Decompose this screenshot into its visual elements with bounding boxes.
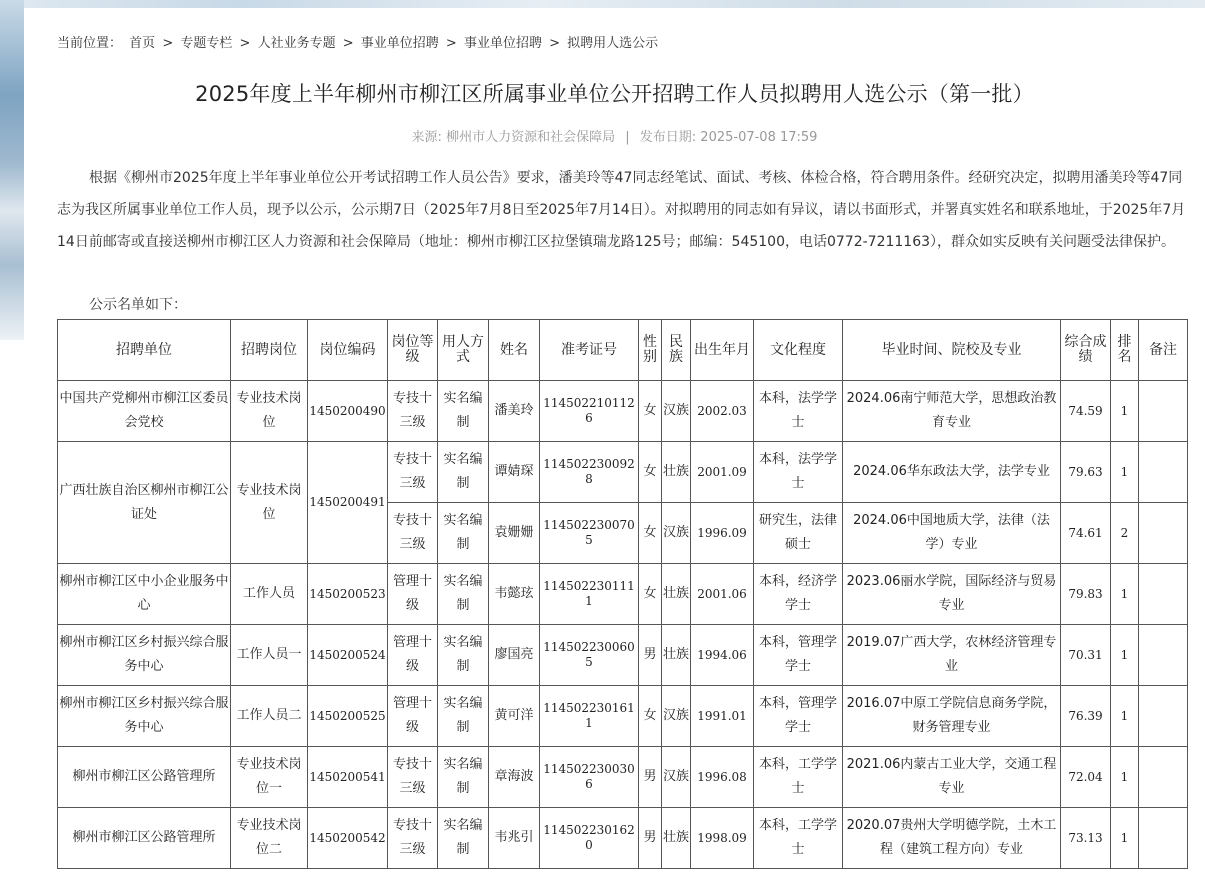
breadcrumb-link-announcement[interactable]: 拟聘用人选公示 — [567, 36, 659, 51]
header-employ: 用人方式 — [438, 320, 489, 381]
cell-name: 韦懿玹 — [489, 564, 540, 625]
cell-unit: 柳州市柳江区乡村振兴综合服务中心 — [58, 625, 231, 686]
cell-note — [1139, 808, 1188, 869]
source-label: 来源: — [411, 130, 442, 145]
cell-code: 1450200523 — [308, 564, 388, 625]
cell-code: 1450200541 — [308, 747, 388, 808]
breadcrumb-separator: > — [549, 36, 561, 51]
cell-level: 专技十三级 — [388, 503, 438, 564]
header-name: 姓名 — [489, 320, 540, 381]
cell-level: 管理十级 — [388, 564, 438, 625]
cell-edu: 本科，法学学士 — [754, 442, 843, 503]
cell-birth: 2001.09 — [691, 442, 754, 503]
breadcrumb-separator: > — [162, 36, 174, 51]
table-header-row — [58, 320, 1188, 381]
cell-unit: 柳州市柳江区乡村振兴综合服务中心 — [58, 686, 231, 747]
cell-name: 潘美玲 — [489, 381, 540, 442]
cell-rank: 1 — [1111, 564, 1139, 625]
cell-name: 黄可洋 — [489, 686, 540, 747]
cell-unit: 广西壮族自治区柳州市柳江公证处 — [58, 442, 231, 564]
table-row — [58, 808, 1188, 869]
cell-post: 工作人员 — [231, 564, 308, 625]
cell-edu: 本科，管理学学士 — [754, 625, 843, 686]
cell-code: 1450200542 — [308, 808, 388, 869]
cell-rank: 1 — [1111, 442, 1139, 503]
cell-note — [1139, 625, 1188, 686]
cell-edu: 本科，经济学学士 — [754, 564, 843, 625]
cell-edu: 本科，工学学士 — [754, 747, 843, 808]
cell-birth: 1996.08 — [691, 747, 754, 808]
cell-post: 专业技术岗位 — [231, 381, 308, 442]
cell-sex: 女 — [639, 686, 662, 747]
breadcrumb-separator: > — [239, 36, 251, 51]
breadcrumb — [57, 32, 661, 51]
cell-sex: 女 — [639, 442, 662, 503]
cell-exam-no: 1145022300705 — [540, 503, 639, 564]
background-banner-left — [0, 0, 24, 340]
cell-ethnic: 壮族 — [662, 564, 691, 625]
cell-grad: 2021.06内蒙古工业大学，交通工程专业 — [843, 747, 1061, 808]
cell-employ: 实名编制 — [438, 808, 489, 869]
cell-score: 70.31 — [1061, 625, 1111, 686]
cell-rank: 1 — [1111, 381, 1139, 442]
cell-employ: 实名编制 — [438, 747, 489, 808]
cell-code: 1450200491 — [308, 442, 388, 564]
breadcrumb-link-home[interactable]: 首页 — [129, 36, 156, 51]
date-label: 发布日期: — [639, 130, 697, 145]
cell-rank: 1 — [1111, 686, 1139, 747]
breadcrumb-link-special-topics[interactable]: 专题专栏 — [180, 36, 233, 51]
cell-ethnic: 汉族 — [662, 381, 691, 442]
cell-code: 1450200525 — [308, 686, 388, 747]
cell-post: 工作人员二 — [231, 686, 308, 747]
cell-note — [1139, 503, 1188, 564]
cell-employ: 实名编制 — [438, 686, 489, 747]
candidate-table — [57, 319, 1188, 869]
cell-unit: 柳州市柳江区中小企业服务中心 — [58, 564, 231, 625]
cell-exam-no: 1145022301611 — [540, 686, 639, 747]
cell-edu: 研究生，法律硕士 — [754, 503, 843, 564]
cell-grad: 2019.07广西大学，农林经济管理专业 — [843, 625, 1061, 686]
cell-note — [1139, 442, 1188, 503]
cell-birth: 2001.06 — [691, 564, 754, 625]
header-code: 岗位编码 — [308, 320, 388, 381]
cell-rank: 1 — [1111, 747, 1139, 808]
header-grad: 毕业时间、院校及专业 — [843, 320, 1061, 381]
cell-level: 管理十级 — [388, 625, 438, 686]
table-row — [58, 442, 1188, 503]
cell-name: 韦兆引 — [489, 808, 540, 869]
header-rank: 排名 — [1111, 320, 1139, 381]
cell-grad: 2024.06中国地质大学，法律（法学）专业 — [843, 503, 1061, 564]
cell-birth: 1994.06 — [691, 625, 754, 686]
cell-employ: 实名编制 — [438, 381, 489, 442]
breadcrumb-separator: > — [342, 36, 354, 51]
cell-rank: 1 — [1111, 808, 1139, 869]
header-post: 招聘岗位 — [231, 320, 308, 381]
cell-code: 1450200524 — [308, 625, 388, 686]
cell-ethnic: 壮族 — [662, 808, 691, 869]
cell-note — [1139, 564, 1188, 625]
cell-level: 管理十级 — [388, 686, 438, 747]
cell-sex: 男 — [639, 747, 662, 808]
table-row — [58, 381, 1188, 442]
cell-employ: 实名编制 — [438, 503, 489, 564]
article-meta — [24, 126, 1205, 145]
cell-birth: 1991.01 — [691, 686, 754, 747]
cell-exam-no: 1145022101126 — [540, 381, 639, 442]
header-unit: 招聘单位 — [58, 320, 231, 381]
header-birth: 出生年月 — [691, 320, 754, 381]
cell-post: 专业技术岗位 — [231, 442, 308, 564]
cell-employ: 实名编制 — [438, 625, 489, 686]
cell-ethnic: 汉族 — [662, 747, 691, 808]
cell-employ: 实名编制 — [438, 442, 489, 503]
cell-name: 谭婧琛 — [489, 442, 540, 503]
cell-score: 74.59 — [1061, 381, 1111, 442]
cell-sex: 女 — [639, 381, 662, 442]
cell-name: 袁姗姗 — [489, 503, 540, 564]
cell-exam-no: 1145022300306 — [540, 747, 639, 808]
cell-rank: 1 — [1111, 625, 1139, 686]
source-value: 柳州市人力资源和社会保障局 — [446, 130, 616, 145]
list-intro: 公示名单如下： — [89, 297, 187, 313]
header-sex: 性别 — [639, 320, 662, 381]
header-level: 岗位等级 — [388, 320, 438, 381]
cell-birth: 1996.09 — [691, 503, 754, 564]
cell-name: 廖国亮 — [489, 625, 540, 686]
cell-level: 专技十三级 — [388, 381, 438, 442]
cell-code: 1450200490 — [308, 381, 388, 442]
cell-unit: 柳州市柳江区公路管理所 — [58, 808, 231, 869]
cell-score: 76.39 — [1061, 686, 1111, 747]
header-note: 备注 — [1139, 320, 1188, 381]
cell-exam-no: 1145022300928 — [540, 442, 639, 503]
cell-post: 工作人员一 — [231, 625, 308, 686]
cell-note — [1139, 381, 1188, 442]
cell-grad: 2020.07贵州大学明德学院，土木工程（建筑工程方向）专业 — [843, 808, 1061, 869]
article-page — [24, 8, 1205, 875]
cell-unit: 中国共产党柳州市柳江区委员会党校 — [58, 381, 231, 442]
cell-grad: 2024.06南宁师范大学，思想政治教育专业 — [843, 381, 1061, 442]
cell-level: 专技十三级 — [388, 747, 438, 808]
cell-sex: 女 — [639, 564, 662, 625]
cell-grad: 2023.06丽水学院，国际经济与贸易专业 — [843, 564, 1061, 625]
cell-birth: 2002.03 — [691, 381, 754, 442]
cell-ethnic: 壮族 — [662, 442, 691, 503]
cell-score: 73.13 — [1061, 808, 1111, 869]
cell-edu: 本科，管理学学士 — [754, 686, 843, 747]
cell-sex: 男 — [639, 625, 662, 686]
cell-ethnic: 汉族 — [662, 503, 691, 564]
header-edu: 文化程度 — [754, 320, 843, 381]
table-row — [58, 686, 1188, 747]
cell-score: 79.63 — [1061, 442, 1111, 503]
breadcrumb-link-hr-topics[interactable]: 人社业务专题 — [257, 36, 336, 51]
cell-unit: 柳州市柳江区公路管理所 — [58, 747, 231, 808]
cell-grad: 2016.07中原工学院信息商务学院，财务管理专业 — [843, 686, 1061, 747]
cell-name: 章海波 — [489, 747, 540, 808]
table-row — [58, 625, 1188, 686]
breadcrumb-separator: > — [445, 36, 457, 51]
article-title: 2025年度上半年柳州市柳江区所属事业单位公开招聘工作人员拟聘用人选公示（第一批） — [195, 82, 1034, 106]
cell-sex: 男 — [639, 808, 662, 869]
cell-grad: 2024.06华东政法大学，法学专业 — [843, 442, 1061, 503]
header-ethnic: 民族 — [662, 320, 691, 381]
cell-level: 专技十三级 — [388, 442, 438, 503]
header-exam-no: 准考证号 — [540, 320, 639, 381]
cell-rank: 2 — [1111, 503, 1139, 564]
cell-birth: 1998.09 — [691, 808, 754, 869]
cell-exam-no: 1145022301620 — [540, 808, 639, 869]
breadcrumb-label: 当前位置： — [57, 36, 123, 51]
cell-sex: 女 — [639, 503, 662, 564]
cell-exam-no: 1145022300605 — [540, 625, 639, 686]
cell-edu: 本科，工学学士 — [754, 808, 843, 869]
cell-score: 74.61 — [1061, 503, 1111, 564]
cell-post: 专业技术岗位一 — [231, 747, 308, 808]
breadcrumb-link-recruitment-2[interactable]: 事业单位招聘 — [463, 36, 542, 51]
cell-note — [1139, 686, 1188, 747]
cell-level: 专技十三级 — [388, 808, 438, 869]
table-row — [58, 564, 1188, 625]
date-value: 2025-07-08 17:59 — [700, 130, 818, 145]
cell-edu: 本科，法学学士 — [754, 381, 843, 442]
background-banner-top — [0, 0, 1205, 8]
header-score: 综合成绩 — [1061, 320, 1111, 381]
breadcrumb-link-recruitment-1[interactable]: 事业单位招聘 — [360, 36, 439, 51]
cell-employ: 实名编制 — [438, 564, 489, 625]
table-row — [58, 747, 1188, 808]
article-paragraph: 根据《柳州市2025年度上半年事业单位公开考试招聘工作人员公告》要求，潘美玲等47同志经笔试、面试、考核、体检合格，符合聘用条件。经研究决定，拟聘用潘美玲等47同志为我区所属事业单位工作人员，现予以公示，公示期7日（2025年7月8日至2025年7月14日）。对拟聘用的同志如有异议，请以书面形式，并署真实姓名和联系地址，于2025年7月14日前邮寄或直接送柳州市柳江区人力资源和社会保障局（地址：柳州市柳江区拉堡镇瑞龙路125号；邮编：545100，电话0772-7211163），群众如实反映有关问题受法律保护。 — [57, 170, 1186, 250]
cell-exam-no: 1145022301111 — [540, 564, 639, 625]
cell-note — [1139, 747, 1188, 808]
cell-ethnic: 壮族 — [662, 625, 691, 686]
meta-divider: | — [625, 130, 630, 145]
cell-ethnic: 汉族 — [662, 686, 691, 747]
cell-score: 79.83 — [1061, 564, 1111, 625]
cell-post: 专业技术岗位二 — [231, 808, 308, 869]
cell-score: 72.04 — [1061, 747, 1111, 808]
